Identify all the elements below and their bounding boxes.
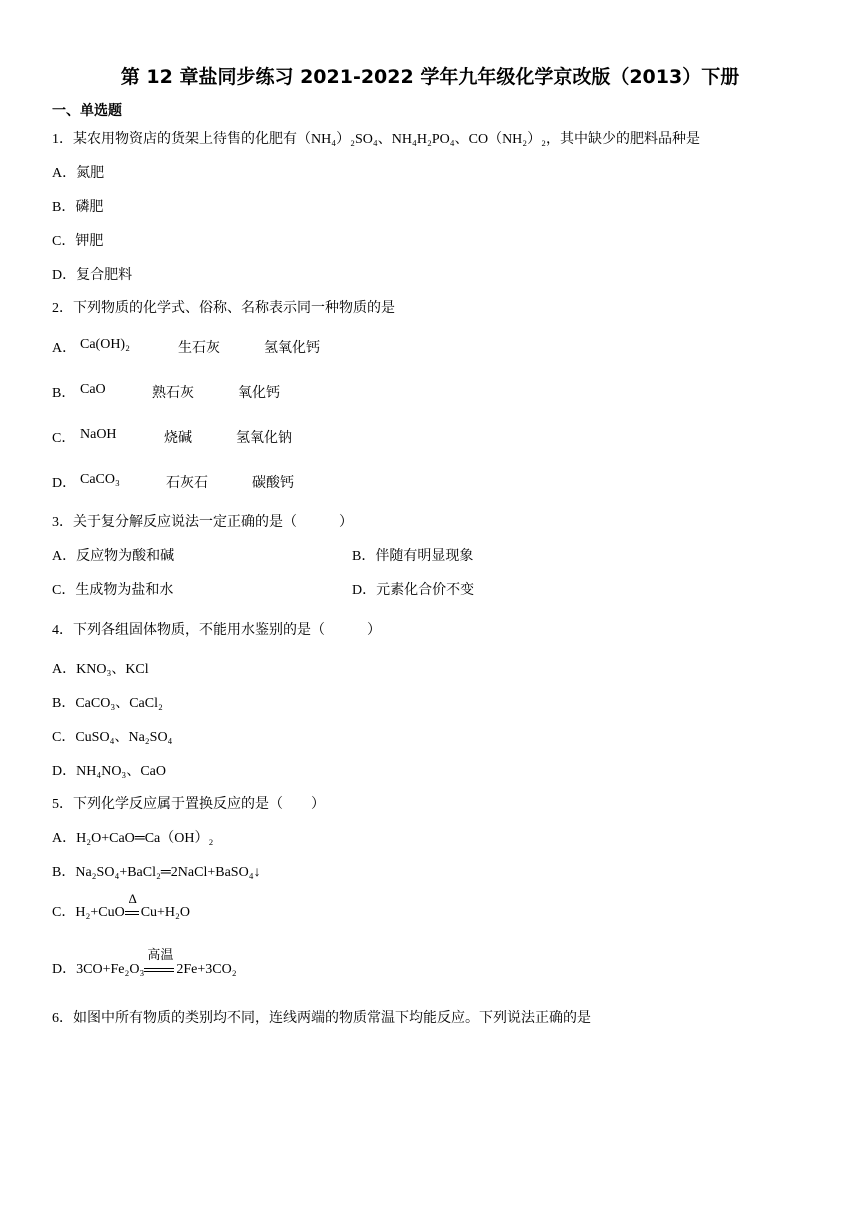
common-name: 烧碱	[164, 431, 192, 446]
question-4-option-a: A．KNO₃、KCl	[52, 662, 149, 677]
question-2-stem: 2．下列物质的化学式、俗称、名称表示同一种物质的是	[52, 301, 395, 316]
question-6-stem: 6．如图中所有物质的类别均不同，连线两端的物质常温下均能反应。下列说法正确的是	[52, 1011, 591, 1026]
question-1-option-a: A．氮肥	[52, 166, 105, 181]
common-name: 熟石灰	[152, 386, 194, 401]
question-3-option-a: A．反应物为酸和碱	[52, 549, 175, 564]
question-3-stem: 3．关于复分解反应说法一定正确的是（ ）	[52, 515, 353, 530]
equation-products: 2Fe+3CO₂	[176, 962, 237, 977]
question-5-stem: 5．下列化学反应属于置换反应的是（ ）	[52, 797, 325, 812]
option-label: D．	[52, 962, 77, 977]
chemical-formula: CaO	[80, 382, 106, 397]
question-4-option-b: B．CaCO₃、CaCl₂	[52, 696, 163, 711]
question-1-option-c: C．钾肥	[52, 234, 104, 249]
equals-sign	[125, 911, 139, 915]
chemical-name: 氢氧化钠	[236, 431, 292, 446]
option-label: C．	[52, 431, 76, 446]
equation-products: Cu+H₂O	[140, 905, 191, 920]
question-3-option-d: D．元素化合价不变	[352, 583, 475, 598]
chemical-formula: CaCO₃	[80, 472, 120, 487]
equals-sign	[144, 968, 174, 972]
page-title: 第 12 章盐同步练习 2021-2022 学年九年级化学京改版（2013）下册	[120, 66, 740, 88]
option-label: C．	[52, 905, 76, 920]
common-name: 生石灰	[178, 341, 220, 356]
section-heading: 一、单选题	[52, 103, 122, 119]
chemical-name: 氧化钙	[238, 386, 280, 401]
reaction-condition-sign	[125, 891, 141, 921]
question-1-stem: 1．某农用物资店的货架上待售的化肥有（NH₄）₂SO₄、NH₄H₂PO₄、CO（NH₂）₂，其中缺少的肥料品种是	[52, 132, 701, 147]
question-4-option-c: C．CuSO₄、Na₂SO₄	[52, 730, 173, 745]
question-5-option-a: A．H₂O+CaO═Ca（OH）₂	[52, 831, 214, 846]
question-3-option-b: B．伴随有明显现象	[352, 549, 474, 564]
question-4-stem: 4．下列各组固体物质，不能用水鉴别的是（ ）	[52, 623, 381, 638]
chemical-formula: NaOH	[80, 427, 117, 442]
chemical-formula: Ca(OH)₂	[80, 337, 130, 352]
question-3-option-c: C．生成物为盐和水	[52, 583, 174, 598]
option-label: D．	[52, 476, 77, 491]
chemical-name: 碳酸钙	[252, 476, 294, 491]
heat-condition: Δ	[128, 891, 137, 906]
high-temperature-condition: 高温	[147, 947, 174, 962]
question-2-option-d	[52, 472, 452, 492]
question-4-option-d: D．NH₄NO₃、CaO	[52, 764, 166, 779]
question-5-option-d	[52, 947, 237, 978]
reaction-condition-sign	[144, 947, 176, 978]
question-1-option-b: B．磷肥	[52, 200, 104, 215]
option-label: A．	[52, 341, 77, 356]
chemical-name: 氢氧化钙	[264, 341, 320, 356]
equation-reactants: 3CO+Fe₂O₃	[76, 962, 145, 977]
question-2-option-c	[52, 427, 452, 447]
question-5-option-c	[52, 891, 191, 921]
question-1-option-d: D．复合肥料	[52, 268, 133, 283]
equation-reactants: H₂+CuO	[75, 905, 125, 920]
common-name: 石灰石	[166, 476, 208, 491]
option-label: B．	[52, 386, 76, 401]
question-2-option-b	[52, 382, 452, 402]
question-5-option-b: B．Na₂SO₄+BaCl₂═2NaCl+BaSO₄↓	[52, 865, 261, 880]
question-2-option-a	[52, 337, 452, 357]
